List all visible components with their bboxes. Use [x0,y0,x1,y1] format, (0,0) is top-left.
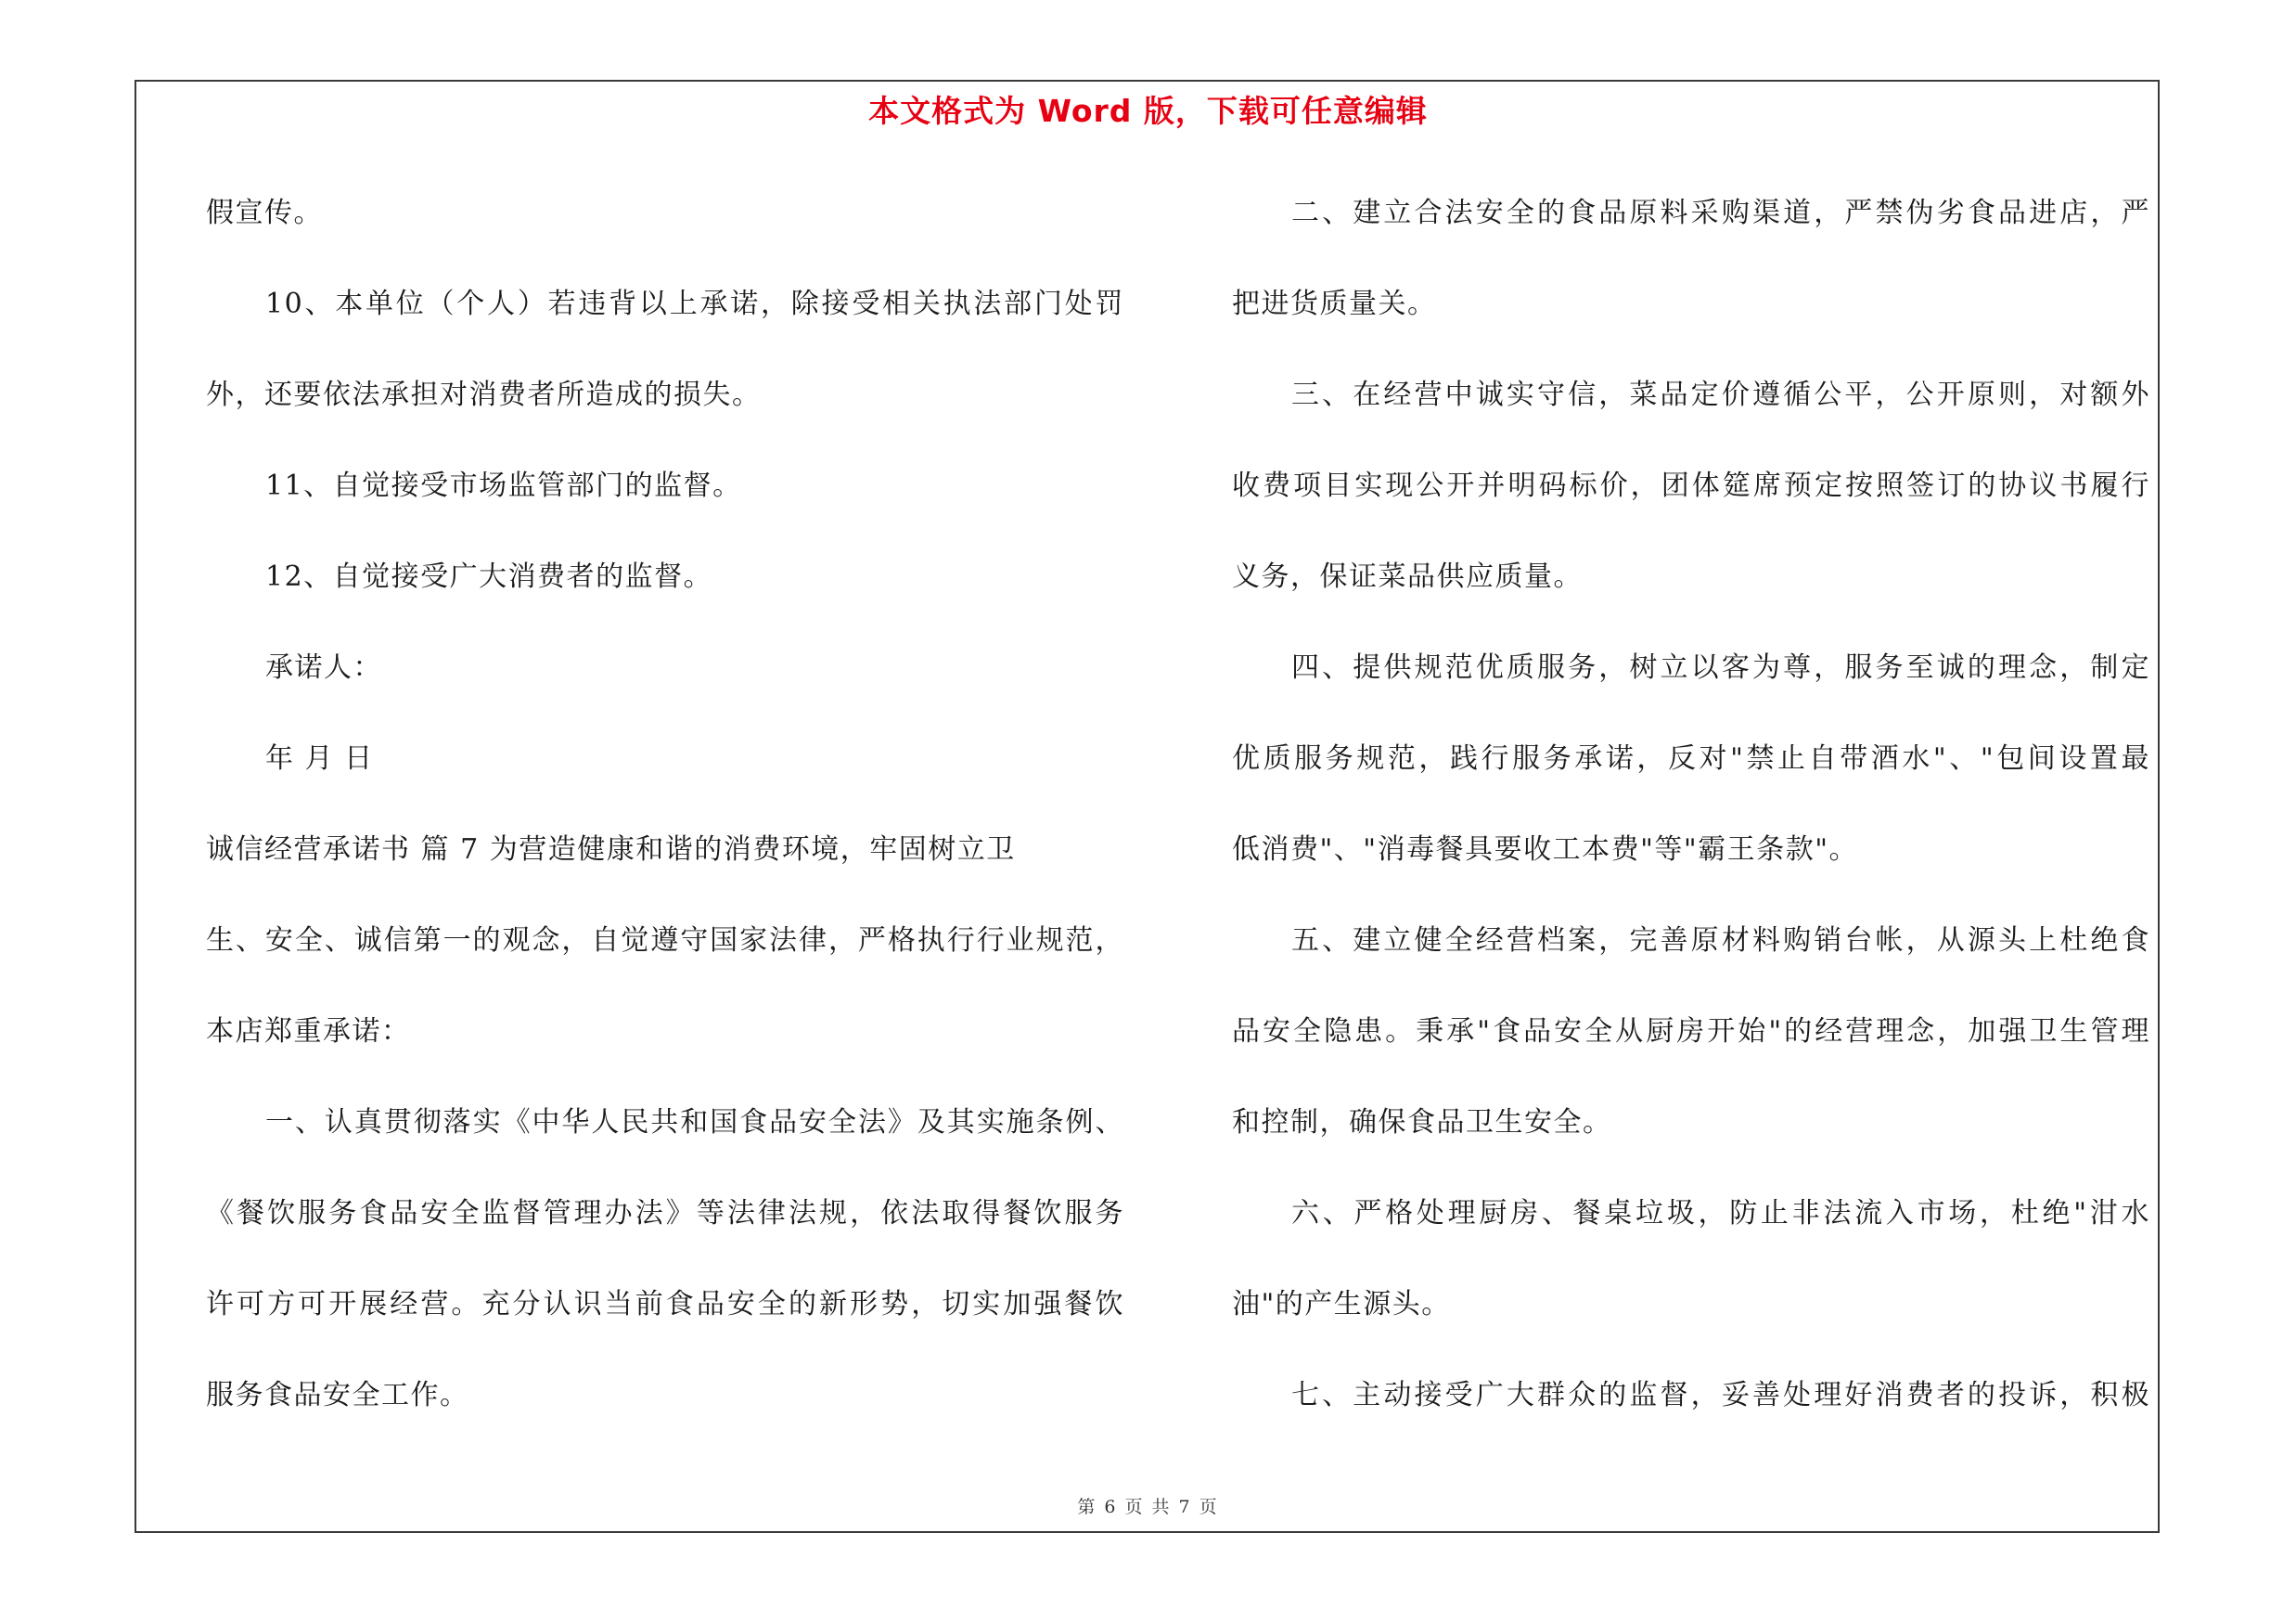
text-line: 生、安全、诚信第一的观念，自觉遵守国家法律，严格执行行业规范， [206,924,1124,957]
text-line: 《餐饮服务食品安全监督管理办法》等法律法规，依法取得餐饮服务 [206,1197,1124,1230]
text-line: 品安全隐患。秉承"食品安全从厨房开始"的经营理念，加强卫生管理 [1232,1015,2150,1048]
text-line: 和控制，确保食品卫生安全。 [1232,1106,1612,1139]
word-format-banner: 本文格式为 Word 版，下载可任意编辑 [868,93,1428,129]
text-line: 许可方可开展经营。充分认识当前食品安全的新形势，切实加强餐饮 [206,1288,1124,1320]
page-number-footer: 第 6 页 共 7 页 [1077,1497,1219,1517]
text-line: 优质服务规范，践行服务承诺，反对"禁止自带酒水"、"包间设置最 [1232,742,2150,775]
text-line: 假宣传。 [206,197,323,229]
text-line: 12、自觉接受广大消费者的监督。 [265,560,713,593]
text-line: 低消费"、"消毒餐具要收工本费"等"霸王条款"。 [1232,833,1858,866]
text-line: 四、提供规范优质服务，树立以客为尊，服务至诚的理念，制定 [1291,651,2150,684]
text-line: 油"的产生源头。 [1232,1288,1451,1320]
text-line: 五、建立健全经营档案，完善原材料购销台帐，从源头上杜绝食 [1291,924,2150,957]
text-line: 本店郑重承诺： [206,1015,411,1048]
text-line: 年 月 日 [265,742,374,775]
text-line: 三、在经营中诚实守信，菜品定价遵循公平，公开原则，对额外 [1291,379,2150,411]
text-line: 一、认真贯彻落实《中华人民共和国食品安全法》及其实施条例、 [265,1106,1124,1139]
text-line: 六、严格处理厨房、餐桌垃圾，防止非法流入市场，杜绝"泔水 [1291,1197,2150,1230]
text-line: 收费项目实现公开并明码标价，团体筵席预定按照签订的协议书履行 [1232,470,2150,502]
text-line: 二、建立合法安全的食品原料采购渠道，严禁伪劣食品进店，严 [1291,197,2150,229]
text-line: 服务食品安全工作。 [206,1379,469,1411]
text-line: 外，还要依法承担对消费者所造成的损失。 [206,379,762,411]
text-line: 把进货质量关。 [1232,288,1437,320]
text-line: 义务，保证菜品供应质量。 [1232,560,1583,593]
text-line: 承诺人： [265,651,382,684]
text-line: 10、本单位（个人）若违背以上承诺，除接受相关执法部门处罚 [265,288,1124,320]
text-line: 七、主动接受广大群众的监督，妥善处理好消费者的投诉，积极 [1291,1379,2150,1411]
text-line: 诚信经营承诺书 篇 7 为营造健康和谐的消费环境，牢固树立卫 [206,833,1016,866]
text-line: 11、自觉接受市场监管部门的监督。 [265,470,742,502]
